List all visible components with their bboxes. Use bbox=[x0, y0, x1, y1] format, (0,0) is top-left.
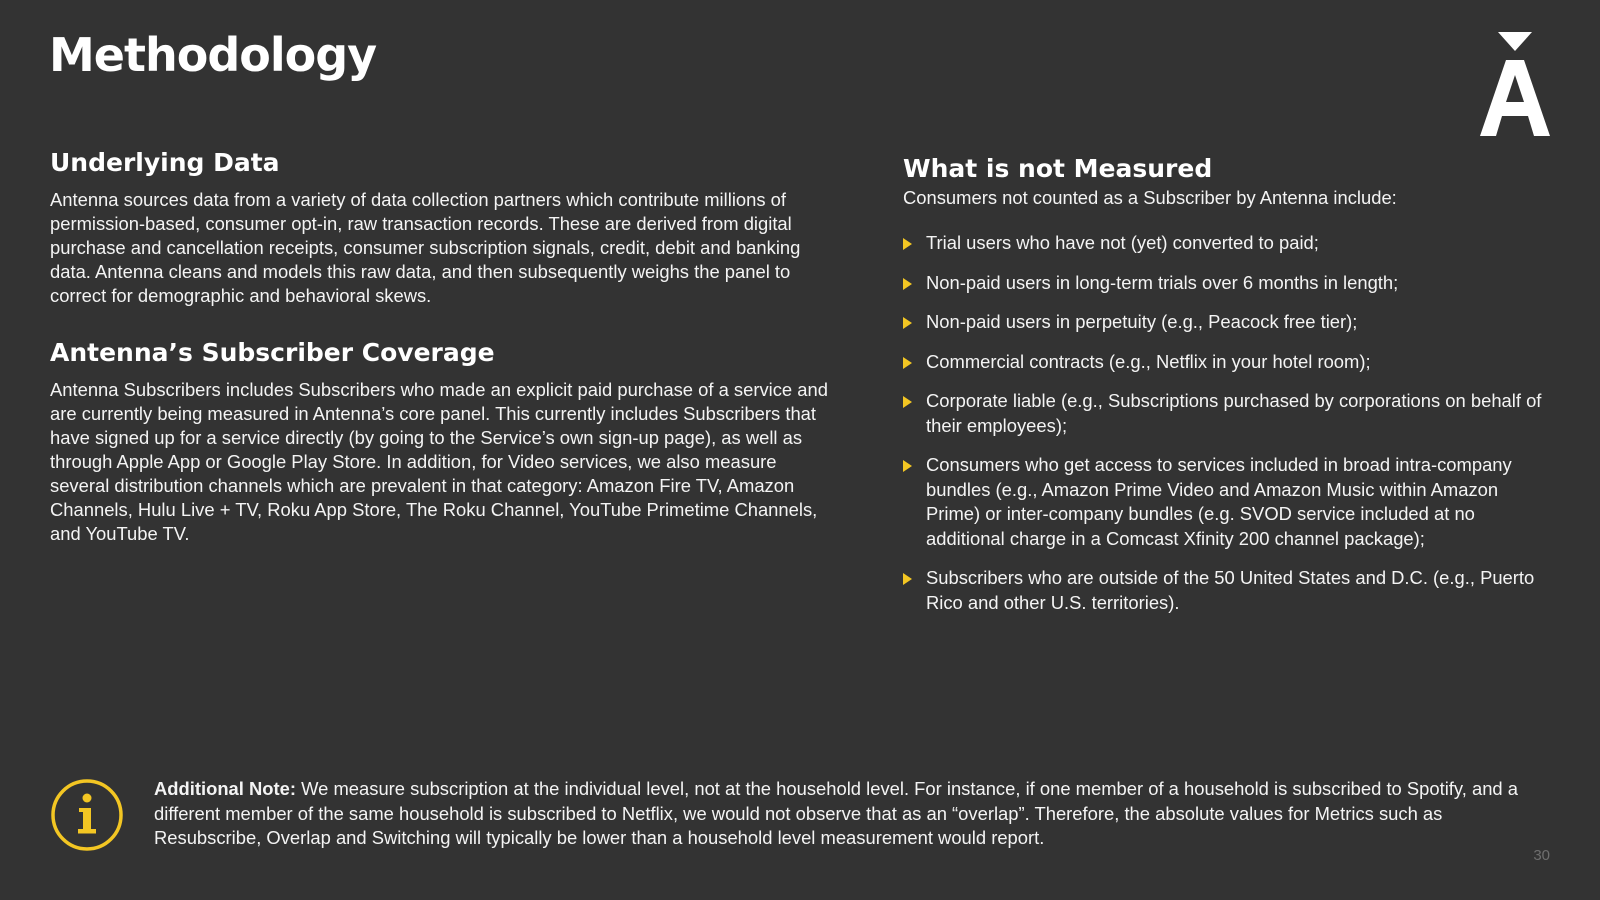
info-icon bbox=[50, 778, 124, 852]
underlying-data-section bbox=[50, 146, 830, 308]
list-item bbox=[903, 566, 1543, 615]
additional-note-text: We measure subscription at the individual level, not at the household level. For instance, if one member of a household is subscribed to Spotify, and a different member of the same household is subscribed to Netflix, we would not observe that as an “overlap”. Therefore, the absolute values for Metrics such as Resubscribe, Overlap and Switching will typically be lower than a household level measurement would report. bbox=[154, 778, 1518, 848]
triangle-bullet-icon bbox=[903, 278, 912, 290]
antenna-logo bbox=[1480, 30, 1550, 138]
right-column bbox=[903, 152, 1543, 630]
triangle-bullet-icon bbox=[903, 238, 912, 250]
triangle-bullet-icon bbox=[903, 460, 912, 472]
list-item-text: Consumers who get access to services included in broad intra-company bundles (e.g., Amazon Prime Video and Amazon Music within Amazon Prime) or inter-company bundles (e.g. SVOD service included at no additional charge in a Comcast Xfinity 200 channel package); bbox=[926, 454, 1512, 549]
subscriber-coverage-section bbox=[50, 336, 830, 546]
list-item-text: Non-paid users in perpetuity (e.g., Peacock free tier); bbox=[926, 311, 1358, 332]
list-item bbox=[903, 350, 1543, 375]
underlying-data-text: Antenna sources data from a variety of data collection partners which contribute millions of permission-based, consumer opt-in, raw transaction records. These are derived from digital purchase and cancellation receipts, consumer subscription signals, credit, debit and banking data. Antenna cleans and models this raw data, and then subsequently weighs the panel to correct for demographic and behavioral skews. bbox=[50, 189, 801, 306]
not-measured-intro: Consumers not counted as a Subscriber by Antenna include: bbox=[903, 187, 1397, 208]
list-item bbox=[903, 310, 1543, 335]
triangle-bullet-icon bbox=[903, 396, 912, 408]
subscriber-coverage-heading: Antenna’s Subscriber Coverage bbox=[50, 338, 495, 367]
list-item-text: Trial users who have not (yet) converted to paid; bbox=[926, 232, 1319, 253]
list-item bbox=[903, 389, 1543, 438]
not-measured-heading: What is not Measured bbox=[903, 154, 1213, 183]
page-title: Methodology bbox=[49, 28, 377, 82]
triangle-bullet-icon bbox=[903, 357, 912, 369]
list-item-text: Subscribers who are outside of the 50 United States and D.C. (e.g., Puerto Rico and other U.S. territories). bbox=[926, 567, 1535, 613]
additional-note-label: Additional Note: bbox=[154, 778, 296, 799]
list-item-text: Corporate liable (e.g., Subscriptions purchased by corporations on behalf of their employees); bbox=[926, 390, 1542, 436]
list-item bbox=[903, 231, 1543, 256]
underlying-data-heading: Underlying Data bbox=[50, 148, 280, 177]
list-item-text: Commercial contracts (e.g., Netflix in your hotel room); bbox=[926, 350, 1371, 372]
additional-note bbox=[154, 777, 1554, 851]
list-item bbox=[903, 271, 1543, 296]
triangle-bullet-icon bbox=[903, 317, 912, 329]
page-number: 30 bbox=[1533, 847, 1550, 864]
subscriber-coverage-text: Antenna Subscribers includes Subscribers who made an explicit paid purchase of a service and are currently being measured in Antenna’s core panel. This currently includes Subscribers that have signed up for a service directly (by going to the Service’s own sign-up page), as well as through Apple App or Google Play Store. In addition, for Video services, we also measure several distribution channels which are prevalent in that category: Amazon Fire TV, Amazon Channels, Hulu Live + TV, Roku App Store, The Roku Channel, YouTube Primetime Channels, and YouTube TV. bbox=[50, 379, 828, 544]
left-column bbox=[50, 146, 830, 546]
not-measured-list bbox=[903, 231, 1543, 615]
list-item bbox=[903, 453, 1543, 551]
triangle-bullet-icon bbox=[903, 573, 912, 585]
list-item-text: Non-paid users in long-term trials over 6 months in length; bbox=[926, 271, 1399, 293]
